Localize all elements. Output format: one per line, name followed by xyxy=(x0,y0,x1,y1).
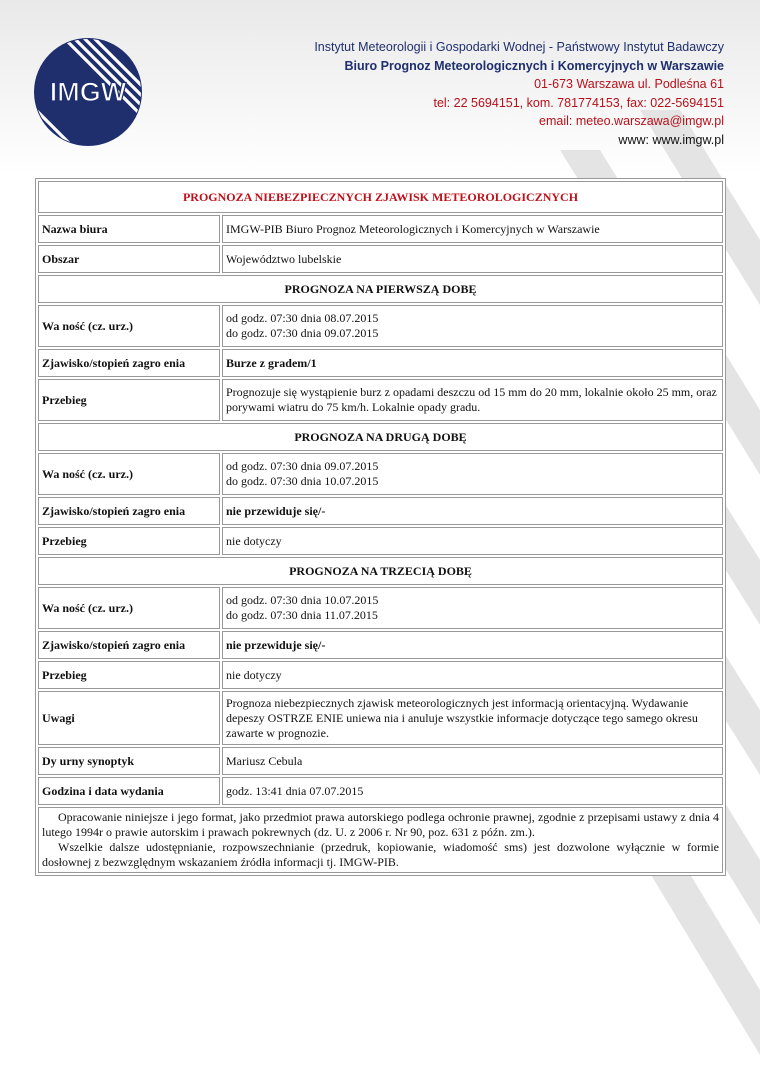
letterhead-contact xyxy=(314,38,724,149)
day3-course-value: nie dotyczy xyxy=(222,661,723,689)
day2-validity-from: od godz. 07:30 dnia 09.07.2015 xyxy=(226,459,379,473)
issued-label: Godzina i data wydania xyxy=(38,777,220,805)
day2-validity-to: do godz. 07:30 dnia 10.07.2015 xyxy=(226,474,379,488)
forecaster-value: Mariusz Cebula xyxy=(222,747,723,775)
day3-phenomenon-label: Zjawisko/stopień zagro enia xyxy=(38,631,220,659)
svg-text:IMGW: IMGW xyxy=(49,77,127,107)
imgw-logo xyxy=(33,37,143,147)
day2-phenomenon-value: nie przewiduje się/- xyxy=(222,497,723,525)
notes-label: Uwagi xyxy=(38,691,220,745)
day3-validity-from: od godz. 07:30 dnia 10.07.2015 xyxy=(226,593,379,607)
forecaster-label: Dy urny synoptyk xyxy=(38,747,220,775)
day2-phenomenon-label: Zjawisko/stopień zagro enia xyxy=(38,497,220,525)
address: 01-673 Warszawa ul. Podleśna 61 xyxy=(534,77,724,91)
day3-course-label: Przebieg xyxy=(38,661,220,689)
day2-heading: PROGNOZA NA DRUGĄ DOBĘ xyxy=(38,423,723,451)
office-value: IMGW-PIB Biuro Prognoz Meteorologicznych i Komercyjnych w Warszawie xyxy=(222,215,723,243)
copyright-paragraph-1: Opracowanie niniejsze i jego format, jako przedmiot prawa autorskiego podlega ochronie prawnej, zgodnie z przepisami ustawy z dnia 4 lutego 1994r o prawie autorskim i prawach pokrewnych (dz. U. z 2006 r. Nr 90, poz. 631 z późn. zm.). xyxy=(42,810,719,839)
day1-validity-value xyxy=(222,305,723,347)
day1-heading: PROGNOZA NA PIERWSZĄ DOBĘ xyxy=(38,275,723,303)
phone: tel: 22 5694151, kom. 781774153, fax: 022-5694151 xyxy=(433,95,724,110)
day2-course-value: nie dotyczy xyxy=(222,527,723,555)
area-value: Województwo lubelskie xyxy=(222,245,723,273)
day1-phenomenon-value: Burze z gradem/1 xyxy=(222,349,723,377)
day1-validity-from: od godz. 07:30 dnia 08.07.2015 xyxy=(226,311,379,325)
issued-value: godz. 13:41 dnia 07.07.2015 xyxy=(222,777,723,805)
day3-heading: PROGNOZA NA TRZECIĄ DOBĘ xyxy=(38,557,723,585)
day3-phenomenon-value: nie przewiduje się/- xyxy=(222,631,723,659)
day3-validity-to: do godz. 07:30 dnia 11.07.2015 xyxy=(226,608,378,622)
day3-validity-value xyxy=(222,587,723,629)
copyright-notice xyxy=(38,807,723,873)
institute-name: Instytut Meteorologii i Gospodarki Wodnej - Państwowy Instytut Badawczy xyxy=(314,40,724,54)
day1-validity-to: do godz. 07:30 dnia 09.07.2015 xyxy=(226,326,379,340)
area-label: Obszar xyxy=(38,245,220,273)
day1-validity-label: Wa ność (cz. urz.) xyxy=(38,305,220,347)
website[interactable]: www: www.imgw.pl xyxy=(618,132,724,147)
day1-course-label: Przebieg xyxy=(38,379,220,421)
forecast-table xyxy=(35,178,726,876)
day2-validity-label: Wa ność (cz. urz.) xyxy=(38,453,220,495)
day3-validity-label: Wa ność (cz. urz.) xyxy=(38,587,220,629)
letterhead xyxy=(0,0,760,160)
day2-course-label: Przebieg xyxy=(38,527,220,555)
day2-validity-value xyxy=(222,453,723,495)
day1-phenomenon-label: Zjawisko/stopień zagro enia xyxy=(38,349,220,377)
day1-course-value: Prognozuje się wystąpienie burz z opadami deszczu od 15 mm do 20 mm, lokalnie około 25 mm, oraz porywami wiatru do 75 km/h. Lokalnie opady gradu. xyxy=(222,379,723,421)
notes-value: Prognoza niebezpiecznych zjawisk meteorologicznych jest informacją orientacyjną. Wydawanie depeszy OSTRZE ENIE uniewa nia i anuluje wszystkie informacje dotyczące tego samego okresu zawarte w prognozie. xyxy=(222,691,723,745)
document-title: PROGNOZA NIEBEZPIECZNYCH ZJAWISK METEOROLOGICZNYCH xyxy=(38,181,723,213)
office-label: Nazwa biura xyxy=(38,215,220,243)
bureau-name: Biuro Prognoz Meteorologicznych i Komercyjnych w Warszawie xyxy=(344,58,724,73)
email[interactable]: email: meteo.warszawa@imgw.pl xyxy=(539,114,724,128)
copyright-paragraph-2: Wszelkie dalsze udostępnianie, rozpowszechnianie (przedruk, kopiowanie, wiadomość sms) jest dozwolone wyłącznie w formie dosłownej z bezwzględnym wskazaniem źródła informacji tj. IMGW-PIB. xyxy=(42,840,719,869)
